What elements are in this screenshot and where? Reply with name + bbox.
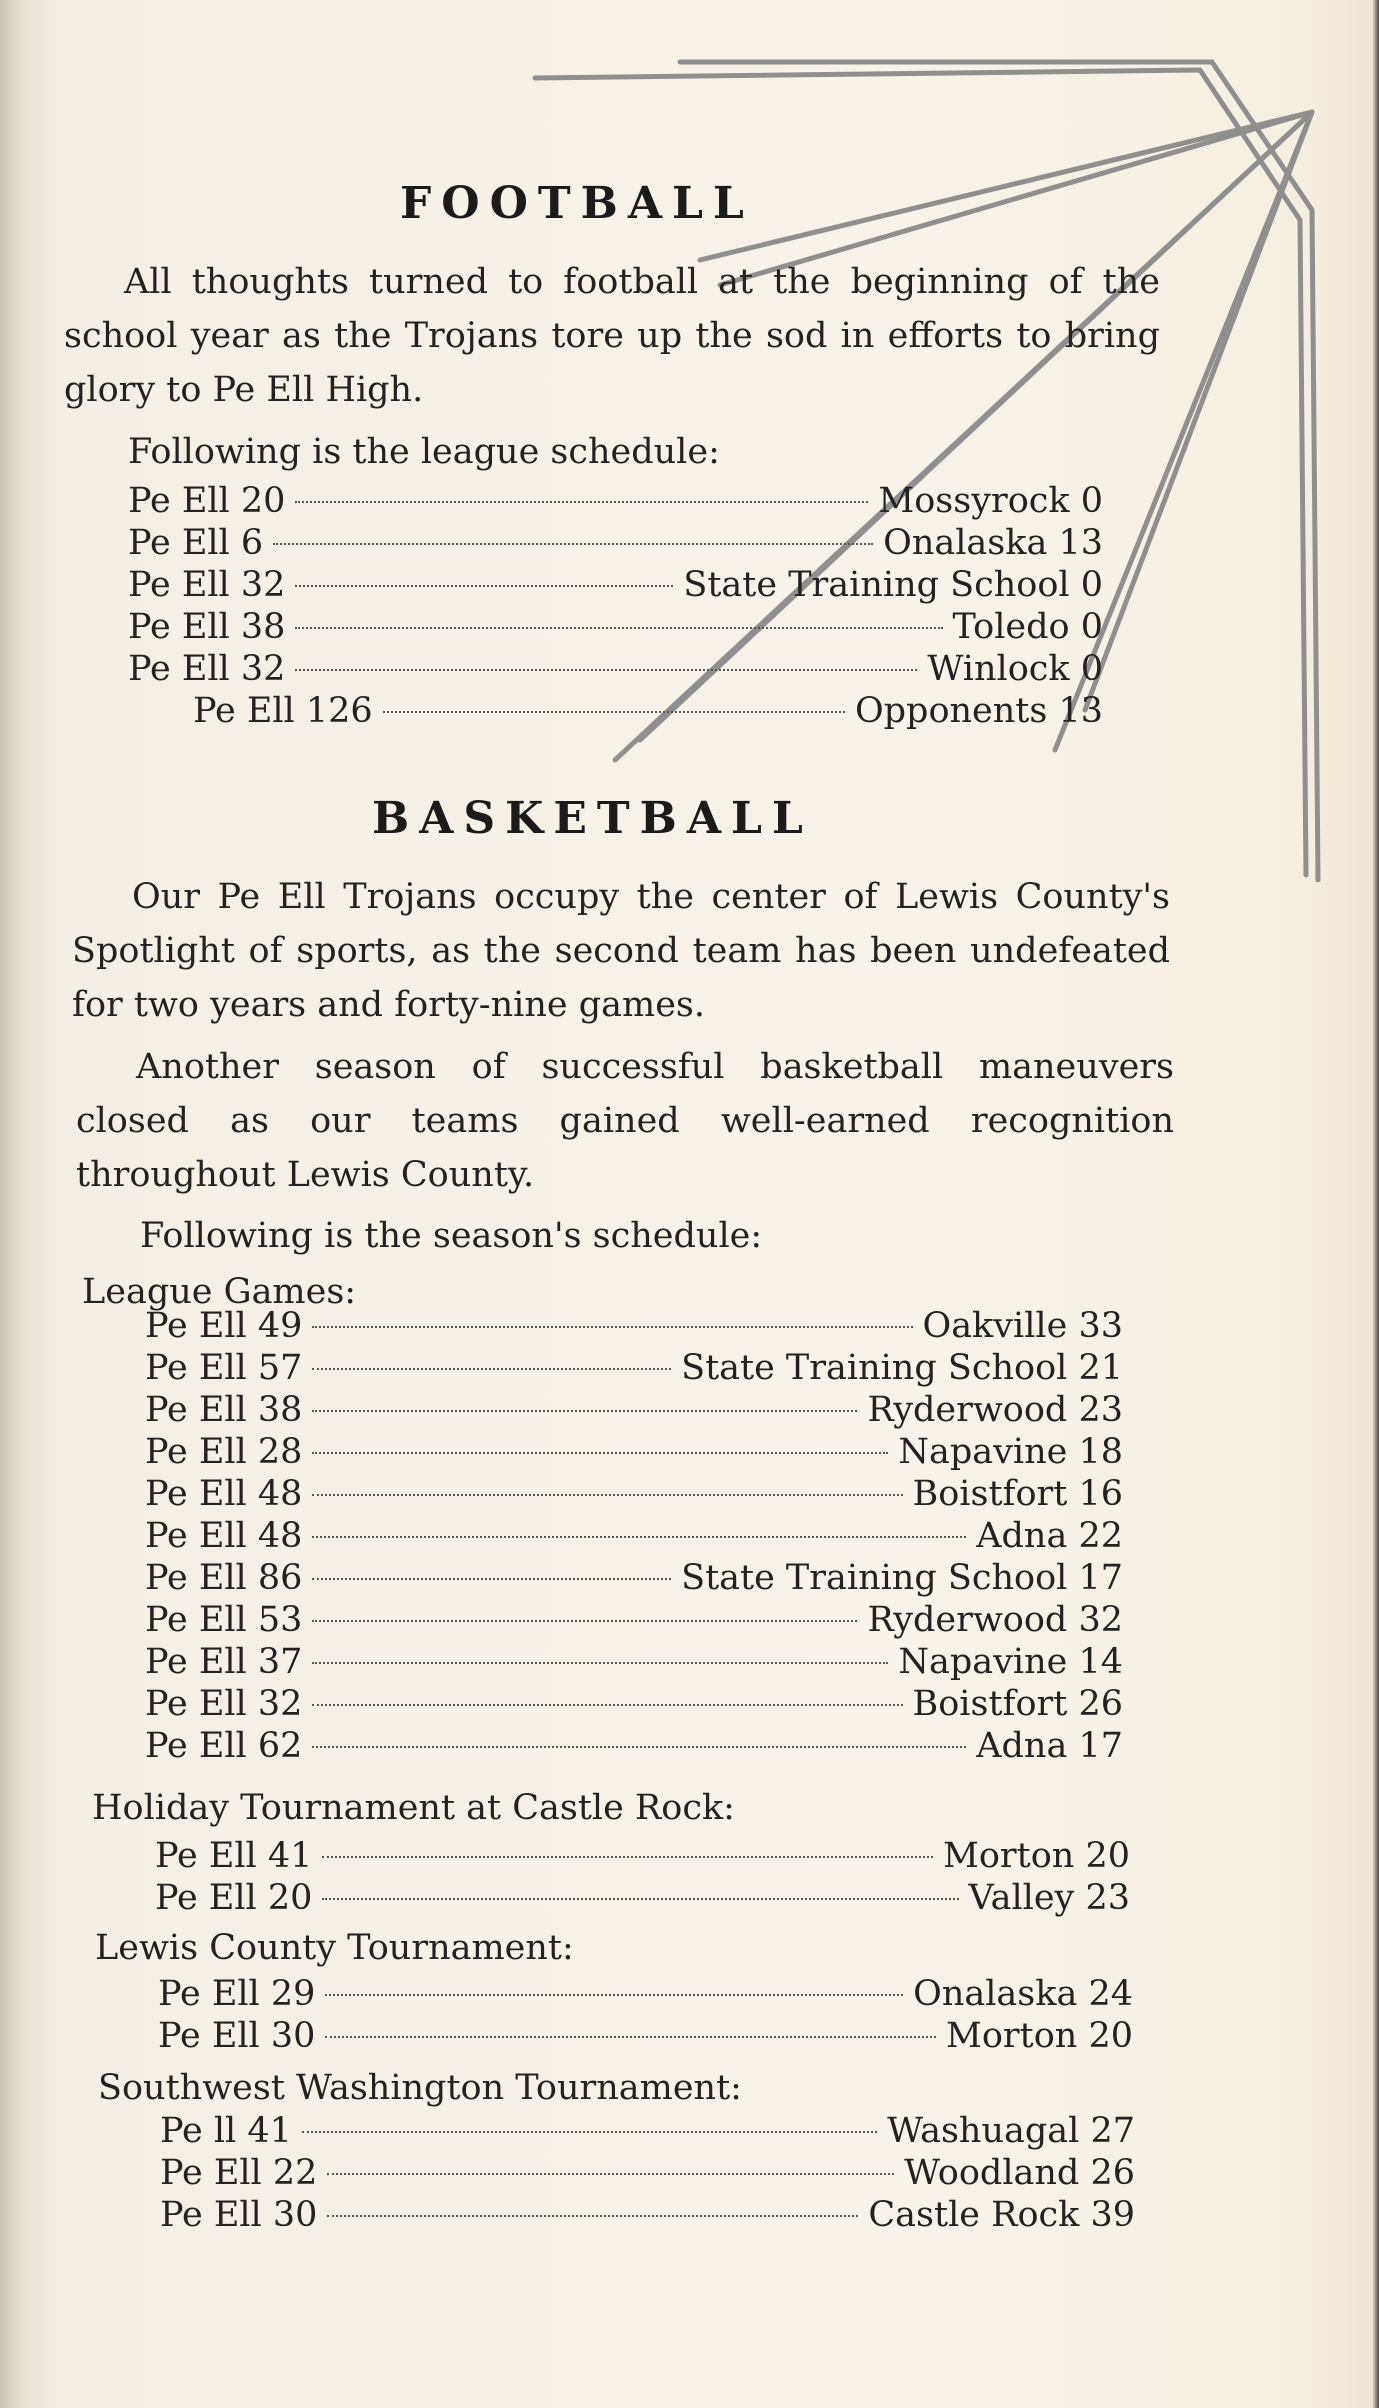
dot-leader <box>325 1994 903 1996</box>
opponent-score: Oakville 33 <box>922 1306 1123 1346</box>
dot-leader <box>302 2131 877 2133</box>
dot-leader <box>322 1898 958 1900</box>
opponent-score: Winlock 0 <box>927 649 1103 689</box>
dot-leader <box>312 1578 671 1580</box>
border-line-2 <box>680 62 1318 880</box>
opponent-score: Adna 22 <box>976 1516 1123 1556</box>
dot-leader <box>327 2215 858 2217</box>
opponent-score: Napavine 14 <box>898 1642 1123 1682</box>
schedule-row <box>145 1389 1123 1431</box>
schedule-row <box>160 2110 1135 2152</box>
team-score: Pe Ell 38 <box>128 607 286 647</box>
opponent-score: Boistfort 16 <box>912 1474 1123 1514</box>
opponent-score: State Training School 17 <box>681 1558 1123 1598</box>
schedule-row <box>145 1725 1123 1767</box>
schedule-row <box>128 564 1103 606</box>
team-total: Pe Ell 126 <box>193 691 373 731</box>
basketball-schedule-intro: Following is the season's schedule: <box>140 1216 763 1256</box>
opponent-score: Mossyrock 0 <box>878 481 1103 521</box>
schedule-row <box>128 522 1103 564</box>
team-score: Pe Ell 86 <box>145 1558 303 1598</box>
opponents-total: Opponents 13 <box>854 691 1103 731</box>
opponent-score: Ryderwood 23 <box>867 1390 1123 1430</box>
dot-leader <box>312 1746 966 1748</box>
dot-leader <box>312 1704 902 1706</box>
league-games-heading: League Games: <box>82 1272 357 1312</box>
dot-leader <box>327 2173 894 2175</box>
team-score: Pe Ell 57 <box>145 1348 303 1388</box>
opponent-score: Woodland 26 <box>904 2153 1135 2193</box>
team-score: Pe Ell 20 <box>155 1878 313 1918</box>
team-score: Pe Ell 20 <box>128 481 286 521</box>
schedule-row <box>145 1515 1123 1557</box>
dot-leader <box>312 1368 671 1370</box>
team-score: Pe Ell 22 <box>160 2153 318 2193</box>
dot-leader <box>312 1410 857 1412</box>
team-score: Pe Ell 32 <box>128 649 286 689</box>
schedule-row <box>128 480 1103 522</box>
dot-leader <box>273 543 873 545</box>
team-score: Pe Ell 32 <box>145 1684 303 1724</box>
southwest-washington-tournament-schedule <box>160 2110 1135 2236</box>
holiday-tournament-heading: Holiday Tournament at Castle Rock: <box>92 1788 735 1828</box>
team-score: Pe Ell 48 <box>145 1516 303 1556</box>
dot-leader <box>322 1856 933 1858</box>
opponent-score: Boistfort 26 <box>912 1684 1123 1724</box>
ray-1 <box>700 112 1312 260</box>
opponent-score: Washuagal 27 <box>887 2111 1135 2151</box>
team-score: Pe Ell 37 <box>145 1642 303 1682</box>
team-score: Pe Ell 29 <box>158 1974 316 2014</box>
schedule-row <box>145 1641 1123 1683</box>
opponent-score: Onalaska 13 <box>883 523 1103 563</box>
schedule-row <box>145 1599 1123 1641</box>
opponent-score: Castle Rock 39 <box>868 2195 1135 2235</box>
lewis-county-tournament-heading: Lewis County Tournament: <box>95 1928 574 1968</box>
opponent-score: Onalaska 24 <box>913 1974 1133 2014</box>
opponent-score: State Training School 21 <box>681 1348 1123 1388</box>
team-score: Pe Ell 30 <box>160 2195 318 2235</box>
basketball-paragraph-1: Our Pe Ell Trojans occupy the center of Lewis County's Spotlight of sports, as the second team has been undefeated for two years and forty-nine games. <box>72 877 1170 1025</box>
schedule-row <box>145 1557 1123 1599</box>
schedule-row <box>158 1973 1133 2015</box>
football-schedule-intro: Following is the league schedule: <box>128 432 720 472</box>
schedule-row <box>145 1473 1123 1515</box>
team-score: Pe Ell 30 <box>158 2016 316 2056</box>
dot-leader <box>325 2036 936 2038</box>
dot-leader <box>312 1662 888 1664</box>
opponent-score: State Training School 0 <box>683 565 1103 605</box>
schedule-row <box>145 1431 1123 1473</box>
opponent-score: Napavine 18 <box>898 1432 1123 1472</box>
schedule-row <box>160 2152 1135 2194</box>
team-score: Pe Ell 48 <box>145 1474 303 1514</box>
schedule-row <box>145 1347 1123 1389</box>
schedule-row <box>145 1305 1123 1347</box>
southwest-washington-tournament-heading: Southwest Washington Tournament: <box>98 2068 742 2108</box>
dot-leader <box>312 1536 966 1538</box>
team-score: Pe Ell 49 <box>145 1306 303 1346</box>
football-schedule <box>128 480 1103 732</box>
dot-leader <box>295 669 917 671</box>
schedule-row <box>145 1683 1123 1725</box>
dot-leader <box>383 711 845 713</box>
dot-leader <box>295 627 942 629</box>
opponent-score: Toledo 0 <box>952 607 1103 647</box>
team-score: Pe Ell 28 <box>145 1432 303 1472</box>
opponent-score: Valley 23 <box>968 1878 1130 1918</box>
dot-leader <box>312 1452 888 1454</box>
schedule-total-row <box>193 690 1103 732</box>
football-paragraph: All thoughts turned to football at the beginning of the school year as the Trojans tore up the sod in efforts to bring glory to Pe Ell High. <box>64 262 1160 410</box>
schedule-row <box>128 606 1103 648</box>
team-score: Pe Ell 6 <box>128 523 264 563</box>
team-score: Pe ll 41 <box>160 2111 292 2151</box>
dot-leader <box>312 1620 857 1622</box>
lewis-county-tournament-schedule <box>158 1973 1133 2057</box>
schedule-row <box>160 2194 1135 2236</box>
team-score: Pe Ell 38 <box>145 1390 303 1430</box>
opponent-score: Ryderwood 32 <box>867 1600 1123 1640</box>
dot-leader <box>295 585 673 587</box>
team-score: Pe Ell 32 <box>128 565 286 605</box>
opponent-score: Adna 17 <box>976 1726 1123 1766</box>
schedule-row <box>158 2015 1133 2057</box>
opponent-score: Morton 20 <box>946 2016 1133 2056</box>
schedule-row <box>155 1835 1130 1877</box>
team-score: Pe Ell 53 <box>145 1600 303 1640</box>
schedule-row <box>155 1877 1130 1919</box>
holiday-tournament-schedule <box>155 1835 1130 1919</box>
opponent-score: Morton 20 <box>943 1836 1130 1876</box>
league-games-schedule <box>145 1305 1123 1767</box>
dot-leader <box>312 1494 902 1496</box>
dot-leader <box>312 1326 912 1328</box>
team-score: Pe Ell 62 <box>145 1726 303 1766</box>
schedule-row <box>128 648 1103 690</box>
football-title: FOOTBALL <box>400 178 754 229</box>
team-score: Pe Ell 41 <box>155 1836 313 1876</box>
dot-leader <box>295 501 868 503</box>
basketball-paragraph-2: Another season of successful basketball maneuvers closed as our teams gained well-earned recognition throughout Lewis County. <box>76 1047 1174 1195</box>
basketball-title: BASKETBALL <box>372 793 813 844</box>
